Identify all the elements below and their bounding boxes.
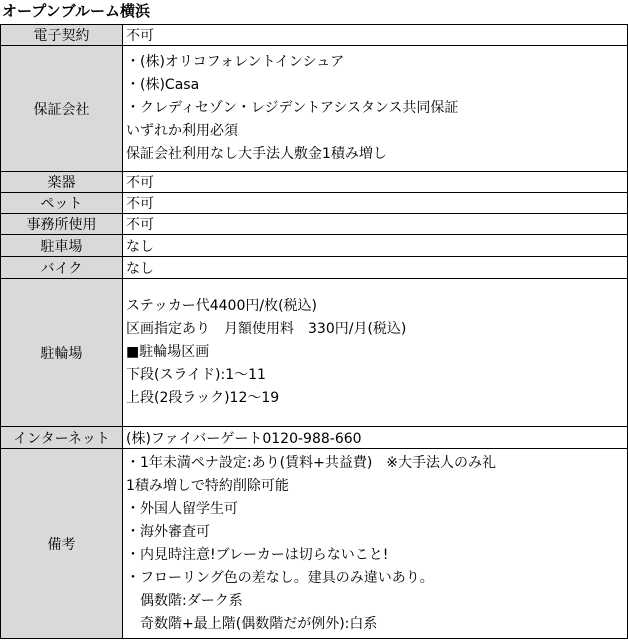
bicycle-line: ステッカー代4400円/枚(税込)	[126, 298, 317, 314]
value-bike: なし	[123, 257, 628, 279]
guarantor-line: ・(株)オリコフォレントインシュア	[126, 54, 345, 70]
label-notes: 備考	[1, 449, 123, 639]
table-row-guarantor	[1, 46, 628, 172]
label-internet: インターネット	[1, 427, 123, 449]
value-internet: (株)ファイバーゲート0120-988-660	[123, 427, 628, 449]
bicycle-line: ■駐輪場区画	[126, 344, 210, 360]
table-row-parking	[1, 235, 628, 257]
label-bicycle: 駐輪場	[1, 279, 123, 427]
guarantor-line: 保証会社利用なし大手法人敷金1積み増し	[126, 146, 387, 162]
bicycle-line: 区画指定あり 月額使用料 330円/月(税込)	[126, 321, 407, 337]
label-office: 事務所使用	[1, 214, 123, 235]
label-parking: 駐車場	[1, 235, 123, 257]
label-pet: ペット	[1, 193, 123, 214]
table-row-instrument	[1, 172, 628, 193]
value-guarantor	[123, 46, 628, 172]
value-instrument: 不可	[123, 172, 628, 193]
label-e-contract: 電子契約	[1, 25, 123, 46]
value-notes	[123, 449, 628, 639]
guarantor-line: いずれか利用必須	[126, 123, 238, 139]
value-parking: なし	[123, 235, 628, 257]
bicycle-line: 下段(スライド):1～11	[126, 367, 266, 383]
table-row-bicycle	[1, 279, 628, 427]
guarantor-line: ・(株)Casa	[126, 77, 200, 93]
value-bicycle	[123, 279, 628, 427]
value-e-contract: 不可	[123, 25, 628, 46]
guarantor-line: ・クレディセゾン・レジデントアシスタンス共同保証	[126, 100, 459, 116]
table-row-bike	[1, 257, 628, 279]
table-row-office	[1, 214, 628, 235]
notes-line: ・海外審査可	[126, 523, 210, 540]
label-guarantor: 保証会社	[1, 46, 123, 172]
table-row-internet	[1, 427, 628, 449]
table-row-notes	[1, 449, 628, 639]
notes-line: ・1年未満ペナ設定:あり(賃料+共益費) ※大手法人のみ礼	[126, 454, 497, 471]
notes-line: ・内見時注意!ブレーカーは切らないこと!	[126, 546, 389, 563]
page-title: オープンブルーム横浜	[2, 2, 151, 20]
label-instrument: 楽器	[1, 172, 123, 193]
notes-line: ・外国人留学生可	[126, 500, 238, 517]
notes-line: 1積み増しで特約削除可能	[126, 477, 289, 494]
notes-line: 奇数階+最上階(偶数階だが例外):白系	[140, 615, 378, 632]
table-row-pet	[1, 193, 628, 214]
label-bike: バイク	[1, 257, 123, 279]
property-info-table	[0, 24, 628, 639]
table-row-e-contract	[1, 25, 628, 46]
notes-line: ・フローリング色の差なし。建具のみ違いあり。	[126, 569, 434, 586]
bicycle-line: 上段(2段ラック)12～19	[126, 390, 280, 406]
notes-line: 偶数階:ダーク系	[140, 592, 243, 609]
value-pet: 不可	[123, 193, 628, 214]
value-office: 不可	[123, 214, 628, 235]
